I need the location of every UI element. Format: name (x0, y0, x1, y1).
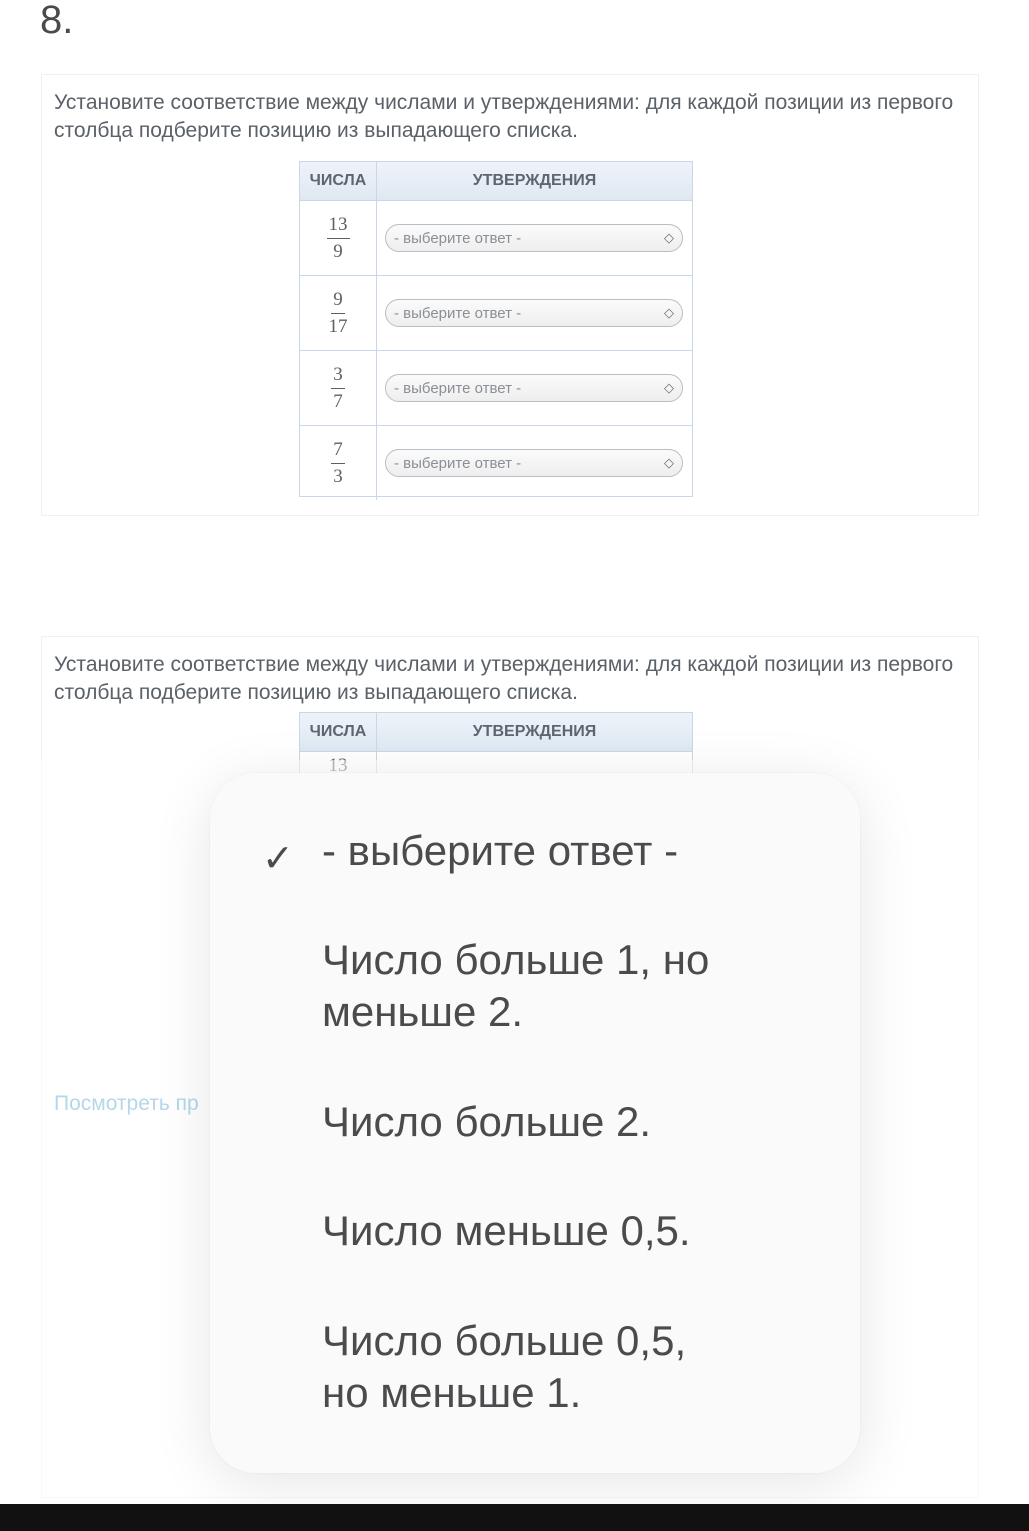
statement-cell (377, 276, 692, 350)
table-header (300, 162, 692, 201)
numbers-column-header: ЧИСЛА (300, 713, 377, 751)
table-row (300, 201, 692, 276)
statement-cell (377, 426, 692, 500)
table-row (300, 351, 692, 426)
dropdown-option-placeholder[interactable] (322, 825, 822, 877)
answer-select[interactable] (385, 299, 683, 327)
fraction (331, 438, 345, 489)
fraction (331, 363, 345, 414)
fraction-numerator: 3 (331, 363, 345, 389)
option-line: Число меньше 0,5. (322, 1207, 691, 1254)
fraction-numerator: 9 (331, 288, 345, 314)
fraction-numerator: 7 (331, 438, 345, 464)
fraction-denominator: 3 (333, 465, 343, 487)
number-cell (300, 351, 377, 425)
select-value: - выберите ответ - (394, 304, 522, 322)
fraction-denominator: 7 (333, 390, 343, 412)
fraction (329, 288, 348, 339)
select-value: - выберите ответ - (394, 379, 522, 397)
dropdown-picker (210, 773, 860, 1473)
fraction (327, 213, 350, 264)
number-cell (300, 201, 377, 275)
answer-select[interactable] (385, 224, 683, 252)
task-instruction: Установите соответствие между числами и утверждениями: для каждой позиции из первого столбца подберите позицию из выпадающего списка. (54, 91, 954, 142)
statement-cell (377, 201, 692, 275)
fraction-numerator: 13 (327, 213, 350, 239)
matching-table (299, 161, 693, 497)
bottom-bar (0, 1504, 1029, 1531)
select-value: - выберите ответ - (394, 229, 522, 247)
chevron-updown-icon: ◇ (664, 455, 674, 470)
chevron-updown-icon: ◇ (664, 230, 674, 245)
fraction-denominator: 17 (328, 315, 348, 337)
chevron-updown-icon: ◇ (664, 305, 674, 320)
table-row (300, 276, 692, 351)
numbers-column-header: ЧИСЛА (300, 162, 377, 200)
checkmark-icon: ✓ (262, 838, 294, 880)
statements-column-header: УТВЕРЖДЕНИЯ (472, 723, 597, 740)
table-row (300, 426, 692, 500)
chevron-updown-icon: ◇ (664, 380, 674, 395)
question-number: 8. (40, 0, 74, 42)
statements-column-header: УТВЕРЖДЕНИЯ (472, 172, 597, 189)
answer-select[interactable] (385, 374, 683, 402)
task-panel (41, 74, 979, 516)
dropdown-option-less-than-half[interactable] (322, 1205, 822, 1257)
option-line: Число больше 1, но (322, 936, 710, 983)
fraction-denominator: 9 (333, 240, 343, 262)
dropdown-option-between-1-and-2[interactable] (322, 934, 822, 1038)
select-value: - выберите ответ - (394, 454, 522, 472)
task-instruction: Установите соответствие между числами и утверждениями: для каждой позиции из первого столбца подберите позицию из выпадающего списка. (54, 653, 954, 704)
dropdown-option-greater-than-2[interactable] (322, 1096, 822, 1148)
dropdown-option-between-half-and-1[interactable] (322, 1315, 822, 1419)
option-line: Число больше 0,5, (322, 1317, 687, 1364)
number-cell (300, 426, 377, 500)
option-line: но меньше 1. (322, 1369, 582, 1416)
answer-select[interactable] (385, 449, 683, 477)
statement-cell (377, 351, 692, 425)
option-line: меньше 2. (322, 988, 524, 1035)
number-cell (300, 276, 377, 350)
option-line: - выберите ответ - (322, 827, 679, 874)
table-header (300, 713, 692, 752)
option-line: Число больше 2. (322, 1098, 652, 1145)
